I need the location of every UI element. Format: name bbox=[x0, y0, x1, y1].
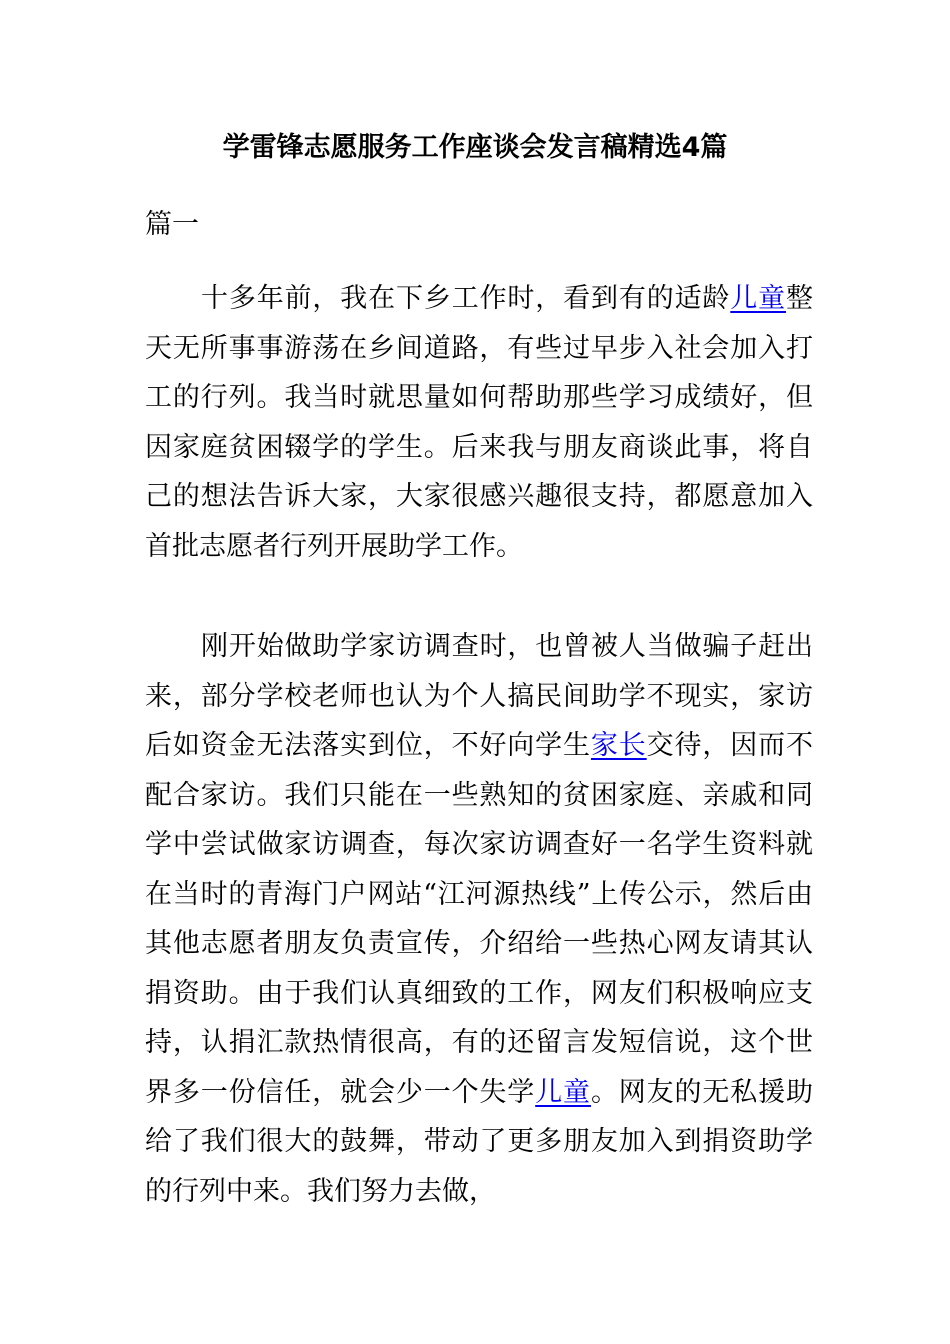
paragraph-1 bbox=[145, 274, 813, 571]
paragraph-text: 刚开始做助学家访调查时，也曾被人当做骗子赶出来，部分学校老师也认为个人搞民间助学不现实，家访后如资金无法落实到位，不好向学生 bbox=[145, 631, 813, 761]
document-title: 学雷锋志愿服务工作座谈会发言稿精选4篇 bbox=[222, 132, 728, 163]
paragraph-text: 。网友的无私援助给了我们很大的鼓舞，带动了更多朋友加入到捐资助学的行列中来。我们努力去做， bbox=[145, 1076, 814, 1207]
link-children[interactable]: 儿童 bbox=[730, 283, 787, 314]
link-children[interactable]: 儿童 bbox=[535, 1076, 591, 1108]
paragraph-2 bbox=[145, 622, 813, 1216]
section-label: 篇一 bbox=[145, 209, 199, 240]
paragraph-text: 整天无所事事游荡在乡间道路，有些过早步入社会加入打工的行列。我当时就思量如何帮助那些学习成绩好，但因家庭贫困辍学的学生。后来我与朋友商谈此事，将自己的想法告诉大家，大家很感兴趣很支持，都愿意加入首批志愿者行列开展助学工作。 bbox=[145, 283, 814, 562]
link-parents[interactable]: 家长 bbox=[590, 730, 647, 761]
paragraph-text: 交待，因而不配合家访。我们只能在一些熟知的贫困家庭、亲戚和同学中尝试做家访调查，每次家访调查好一名学生资料就在当时的青海门户网站“江河源热线”上传公示，然后由其他志愿者朋友负责宣传，介绍给一些热心网友请其认捐资助。由于我们认真细致的工作，网友们积极响应支持，认捐汇款热情很高，有的还留言发短信说，这个世界多一份信任，就会少一个失学 bbox=[145, 730, 814, 1108]
paragraph-text: 十多年前，我在下乡工作时，看到有的适龄 bbox=[201, 283, 731, 314]
